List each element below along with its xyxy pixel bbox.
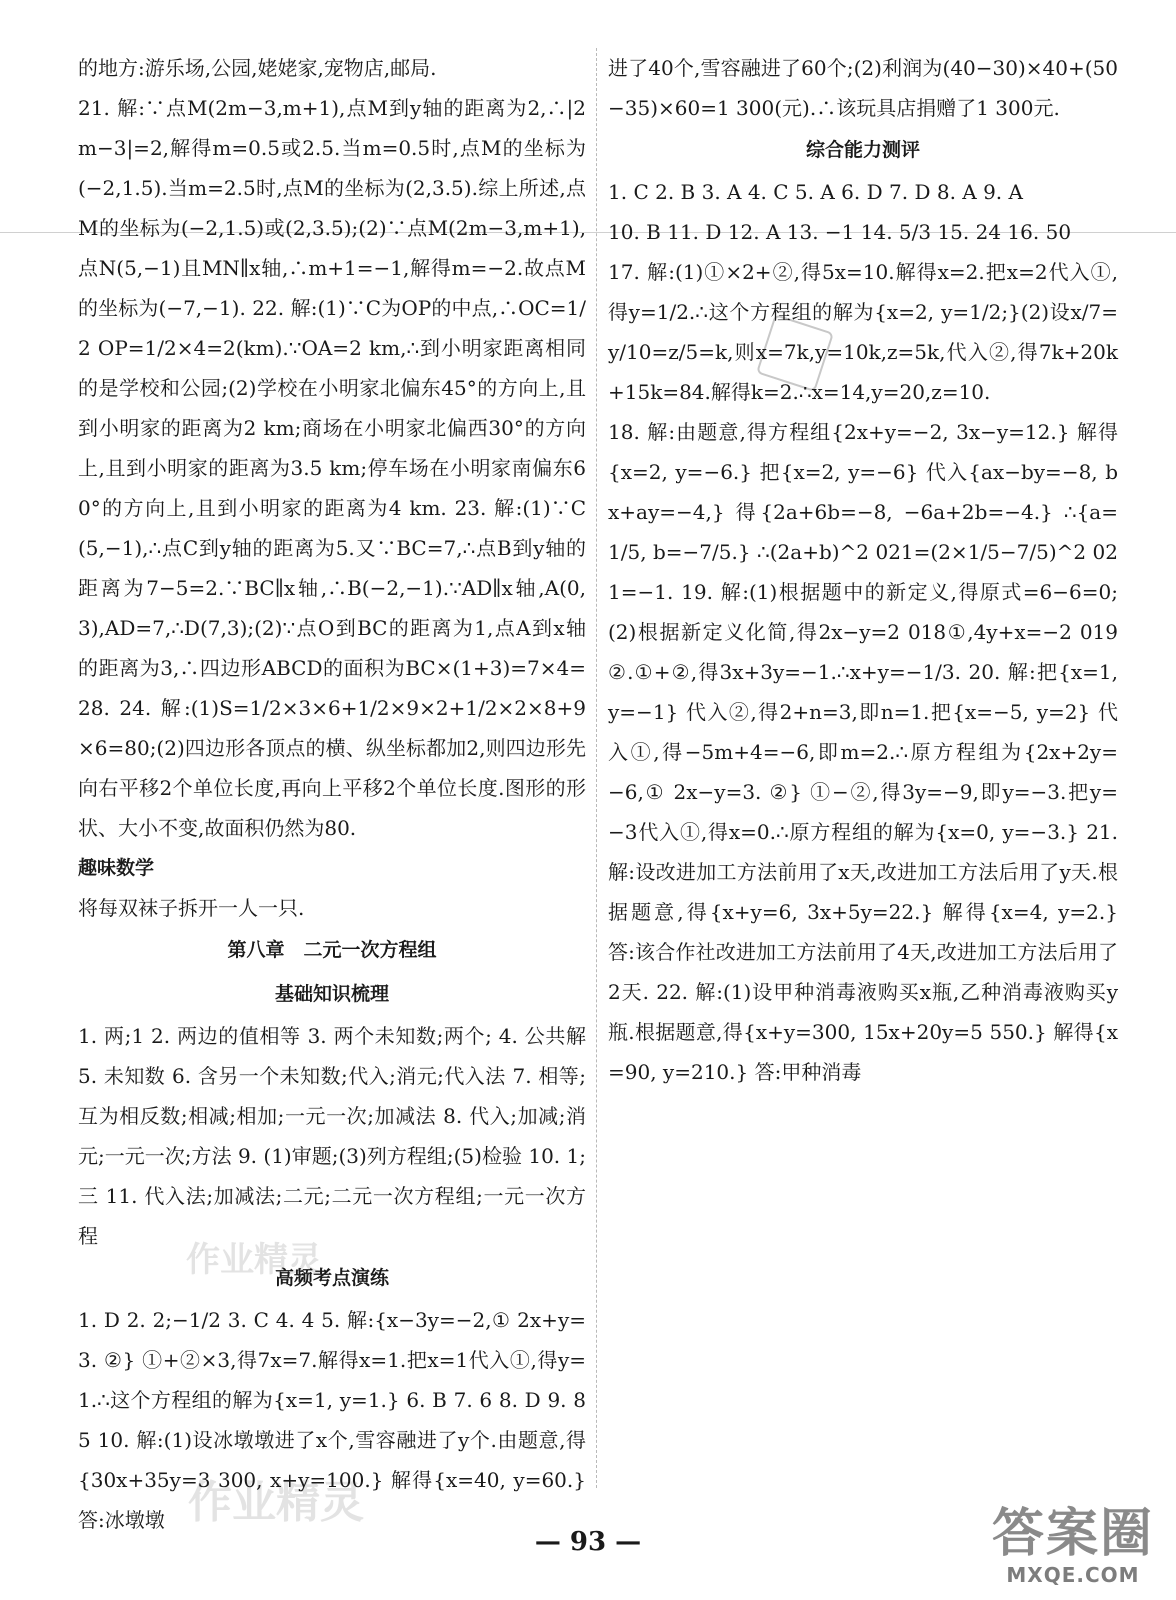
answer-paragraph: 1. 两;1 2. 两边的值相等 3. 两个未知数;两个; 4. 公共解 5. 未知数 6. 含另一个未知数;代入;消元;代入法 7. 相等;互为相反数;相减;相加;一元一次;加减法 8. 代入;加减;消元;一元一次;方法 9. (1)审题;(3)列方程组;(5)检验 10. 1;三 11. 代入法;加减法;二元;二元一次方程组;一元一次方程 (78, 1024, 586, 1248)
watermark (992, 1504, 1154, 1586)
answer-paragraph: 17. 解:(1)①×2+②,得5x=10.解得x=2.把x=2代入①,得y=1/2.∴这个方程组的解为{x=2, y=1/2;}(2)设x/7=y/10=z/5=k,则x=7k,y=10k,z=5k,代入②,得7k+20k+15k=84.解得k=2.∴x=14,y=20,z=10. (608, 260, 1118, 404)
answer-paragraph: 21. 解:∵点M(2m−3,m+1),点M到y轴的距离为2,∴|2m−3|=2,解得m=0.5或2.5.当m=0.5时,点M的坐标为(−2,1.5).当m=2.5时,点M的坐标为(2,3.5).综上所述,点M的坐标为(−2,1.5)或(2,3.5);(2)∵点M(2m−3,m+1),点N(5,−1)且MN∥x轴,∴m+1=−1,解得m=−2.故点M的坐标为(−7,−1). 22. 解:(1)∵C为OP的中点,∴OC=1/2 OP=1/2×4=2(km).∵OA=2 km,∴到小明家距离相同的是学校和公园;(2)学校在小明家北偏东45°的方向上,且到小明家的距离为2 km;商场在小明家北偏西30°的方向上,且到小明家的距离为3.5 km;停车场在小明家南偏东60°的方向上,且到小明家的距离为4 km. 23. 解:(1)∵C(5,−1),∴点C到y轴的距离为5.又∵BC=7,∴点B到y轴的距离为7−5=2.∵BC∥x轴,∴B(−2,−1).∵AD∥x轴,A(0,3),AD=7,∴D(7,3);(2)∵点O到BC的距离为1,点A到x轴的距离为3,∴四边形ABCD的面积为BC×(1+3)=7×4=28. 24. 解:(1)S=1/2×3×6+1/2×9×2+1/2×2×8+9×6=80;(2)四边形各顶点的横、纵坐标都加2,则四边形先向右平移2个单位长度,再向上平移2个单位长度.图形的形状、大小不变,故面积仍然为80. (78, 96, 586, 840)
answer-paragraph: 1. D 2. 2;−1/2 3. C 4. 4 5. 解:{x−3y=−2,① 2x+y=3. ②} ①+②×3,得7x=7.解得x=1.把x=1代入①,得y=1.∴这个方程组的解为{x=1, y=1.} 6. B 7. 6 8. D 9. 85 10. 解:(1)设冰墩墩进了x个,雪容融进了y个.由题意,得{30x+35y=3 300, x+y=100.} 解得{x=40, y=60.} 答:冰墩墩 (78, 1308, 586, 1532)
choice-answers: 1. C 2. B 3. A 4. C 5. A 6. D 7. D 8. A 9. A (608, 180, 1023, 204)
page-number: — 93 — (534, 1527, 642, 1557)
section-heading-fun-math: 趣味数学 (78, 857, 155, 879)
watermark-logo: 答案圈 (991, 1504, 1154, 1564)
faint-watermark: 作业精灵 (188, 1477, 364, 1528)
chapter-title: 第八章 二元一次方程组 (227, 939, 437, 961)
section-heading-frequent: 高频考点演练 (274, 1267, 389, 1289)
column-divider (596, 48, 597, 1488)
answer-paragraph: 的地方:游乐场,公园,姥姥家,宠物店,邮局. (78, 56, 437, 80)
answer-paragraph: 18. 解:由题意,得方程组{2x+y=−2, 3x−y=12.} 解得{x=2, y=−6.} 把{x=2, y=−6} 代入{ax−by=−8, bx+ay=−4,} 得{2a+6b=−8, −6a+2b=−4.} ∴{a=1/5, b=−7/5.} ∴(2a+b)^2 021=(2×1/5−7/5)^2 021=−1. 19. 解:(1)根据题中的新定义,得原式=6−6=0;(2)根据新定义化简,得2x−y=2 018①,4y+x=−2 019②.①+②,得3x+3y=−1.∴x+y=−1/3. 20. 解:把{x=1, y=−1} 代入②,得2+n=3,即n=1.把{x=−5, y=2} 代入①,得−5m+4=−6,即m=2.∴原方程组为{2x+2y=−6,① 2x−y=3. ②} ①−②,得3y=−9,即y=−3.把y=−3代入①,得x=0.∴原方程组的解为{x=0, y=−3.} 21. 解:设改进加工方法前用了x天,改进加工方法后用了y天.根据题意,得{x+y=6, 3x+5y=22.} 解得{x=4, y=2.} 答:该合作社改进加工方法前用了4天,改进加工方法后用了2天. 22. 解:(1)设甲种消毒液购买x瓶,乙种消毒液购买y瓶.根据题意,得{x+y=300, 15x+20y=5 550.} 解得{x=90, y=210.} 答:甲种消毒 (608, 420, 1118, 1084)
watermark-url: MXQE.COM (1006, 1563, 1140, 1587)
section-heading-basic: 基础知识梳理 (274, 983, 389, 1005)
section-heading-test: 综合能力测评 (805, 139, 920, 161)
right-column (608, 48, 1118, 1092)
answer-paragraph: 进了40个,雪容融进了60个;(2)利润为(40−30)×40+(50−35)×60=1 300(元).∴该玩具店捐赠了1 300元. (608, 56, 1118, 120)
answer-paragraph: 将每双袜子拆开一人一只. (78, 896, 305, 920)
left-column (78, 48, 586, 1540)
faint-watermark: 作业精灵 (186, 1240, 322, 1280)
choice-answers: 10. B 11. D 12. A 13. −1 14. 5/3 15. 24 16. 50 (608, 220, 1072, 244)
